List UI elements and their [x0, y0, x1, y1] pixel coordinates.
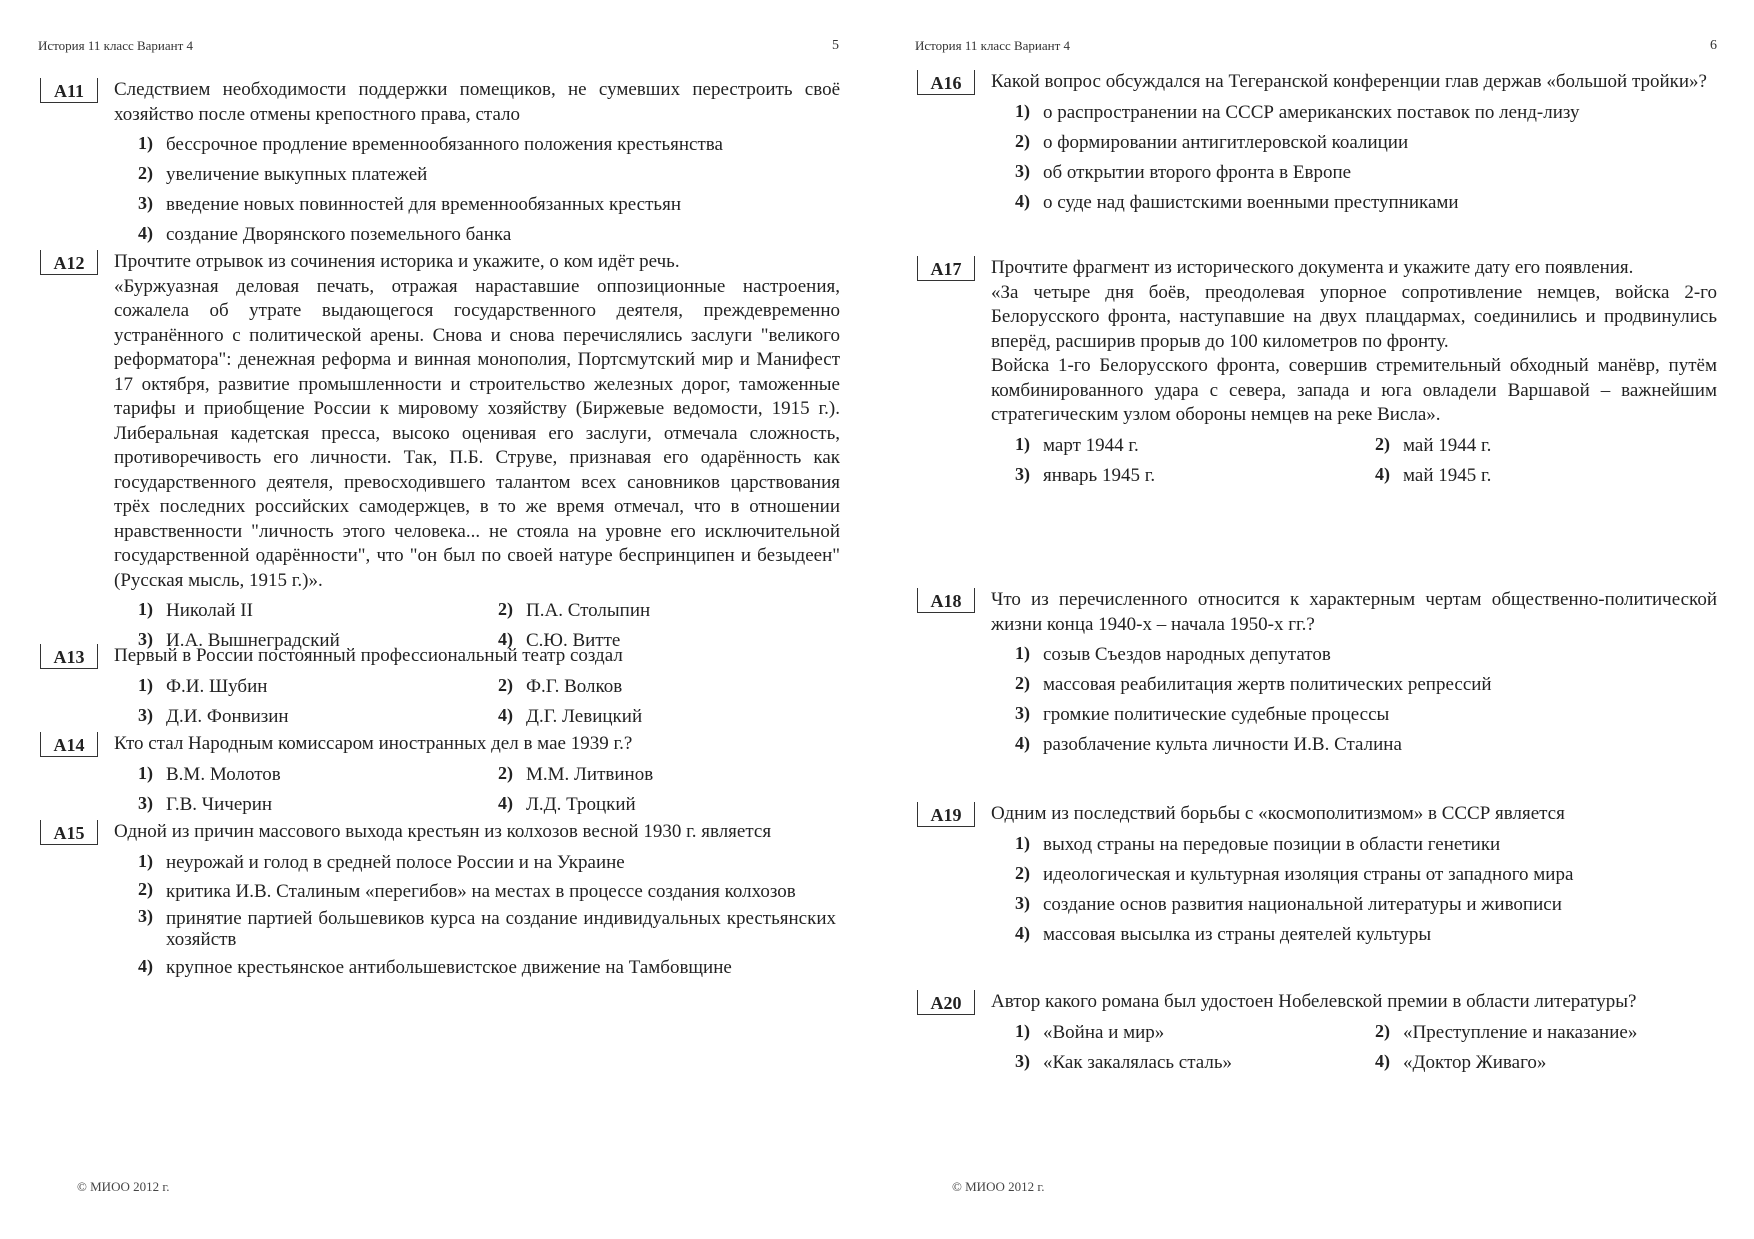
answer-option-4[interactable]: [1015, 191, 1717, 215]
question-number: A17: [917, 256, 975, 281]
option-text: выход страны на передовые позиции в области генетики: [1043, 833, 1501, 855]
question-a11: [40, 78, 840, 253]
question-a15: [40, 820, 840, 986]
question-number: A20: [917, 990, 975, 1015]
option-text: массовая реабилитация жертв политических репрессий: [1043, 674, 1492, 695]
question-text: Первый в России постоянный профессиональный театр создал: [114, 645, 623, 666]
answer-option-2[interactable]: [1015, 863, 1717, 887]
option-number: 4): [1015, 190, 1030, 211]
answer-option-4[interactable]: [1015, 923, 1717, 947]
page-number: 6: [1710, 38, 1717, 53]
option-number: 4): [1375, 463, 1390, 484]
question-number: A16: [917, 70, 975, 95]
question-a20: [917, 990, 1717, 1075]
option-number: 4): [138, 955, 153, 976]
option-number: 4): [498, 792, 513, 813]
option-text: о формировании антигитлеровской коалиции: [1043, 131, 1409, 153]
question-text: Что из перечисленного относится к характерным чертам общественно-политической жизни конца 1940-х – начала 1950-х гг.?: [991, 589, 1717, 635]
answer-option-3[interactable]: [1015, 161, 1717, 185]
question-a13: [40, 644, 840, 729]
answer-options: [138, 763, 840, 817]
question-number: A13: [40, 644, 98, 669]
answer-option-1[interactable]: [1015, 833, 1717, 857]
option-text: Николай II: [166, 600, 253, 621]
option-number: 4): [1015, 922, 1030, 943]
option-text: громкие политические судебные процессы: [1043, 704, 1390, 725]
option-text: Л.Д. Троцкий: [526, 793, 636, 815]
source-passage-2: Войска 1-го Белорусского фронта, совершив стремительный обходный манёвр, путём комбинированного удара с севера, запада и юга овладели Варшавой – важнейшим стратегическим узлом обороны немцев на реке Висла».: [991, 355, 1717, 425]
option-text: об открытии второго фронта в Европе: [1043, 161, 1352, 183]
answer-option-3[interactable]: [138, 793, 498, 817]
answer-option-3[interactable]: [1015, 1051, 1375, 1075]
answer-option-2[interactable]: [498, 675, 858, 699]
option-number: 1): [138, 674, 153, 695]
answer-option-1[interactable]: [1015, 643, 1717, 667]
question-text: Прочтите фрагмент из исторического документа и укажите дату его появления.: [991, 257, 1634, 278]
answer-option-2[interactable]: [1015, 131, 1717, 155]
option-number: 1): [138, 133, 153, 153]
answer-option-3[interactable]: [1015, 464, 1375, 488]
option-number: 2): [498, 674, 513, 695]
answer-option-1[interactable]: [138, 133, 840, 157]
question-text: Одной из причин массового выхода крестьян из колхозов весной 1930 г. является: [114, 821, 772, 842]
answer-option-3[interactable]: [1015, 703, 1717, 727]
question-a14: [40, 732, 840, 817]
answer-option-3[interactable]: [138, 193, 840, 217]
right-page: [877, 0, 1754, 1239]
question-number: A15: [40, 820, 98, 845]
answer-options: [1015, 643, 1717, 757]
answer-option-4[interactable]: [1015, 733, 1717, 757]
answer-option-2[interactable]: [1375, 434, 1735, 458]
copyright-footer: © МИОО 2012 г.: [952, 1179, 1045, 1194]
option-number: 2): [1375, 1020, 1390, 1041]
page-number: 5: [832, 38, 839, 53]
answer-option-4[interactable]: [498, 705, 858, 729]
answer-option-3[interactable]: [138, 905, 840, 950]
option-number: 4): [1015, 733, 1030, 753]
option-text: И.А. Вышнеградский: [166, 630, 340, 651]
answer-options: [138, 133, 840, 247]
option-number: 3): [1015, 892, 1030, 913]
option-text: создание основ развития национальной литературы и живописи: [1043, 893, 1562, 915]
answer-option-1[interactable]: [138, 675, 498, 699]
answer-option-2[interactable]: [138, 163, 840, 187]
answer-option-1[interactable]: [1015, 101, 1717, 125]
question-a19: [917, 802, 1717, 953]
answer-option-2[interactable]: [498, 763, 858, 787]
option-number: 1): [138, 599, 153, 619]
copyright-footer: © МИОО 2012 г.: [77, 1179, 170, 1194]
answer-option-3[interactable]: [1015, 893, 1717, 917]
option-number: 2): [1375, 433, 1390, 454]
answer-option-1[interactable]: [138, 763, 498, 787]
option-text: крупное крестьянское антибольшевистское движение на Тамбовщине: [166, 956, 732, 978]
option-number: 2): [1015, 130, 1030, 151]
option-number: 3): [138, 905, 153, 926]
option-number: 4): [498, 629, 513, 649]
option-text: «Доктор Живаго»: [1403, 1051, 1547, 1073]
option-number: 1): [1015, 100, 1030, 121]
option-text: увеличение выкупных платежей: [166, 164, 428, 185]
answer-options: [1015, 1021, 1717, 1075]
option-text: о распространении на СССР американских поставок по ленд-лизу: [1043, 101, 1580, 123]
answer-option-2[interactable]: [498, 599, 858, 623]
question-number: A12: [40, 250, 98, 275]
option-text: В.М. Молотов: [166, 763, 281, 785]
source-passage: «Буржуазная деловая печать, отражая нараставшие оппозиционные настроения, сожалела об утрате выдающегося государственного деятеля, преждевременно устранённого с политической арены. Снова и снова перечислялись заслуги "великого реформатора": денежная реформа и винная монополия, Портсмутский мир и Манифест 17 октября, развитие промышленности и строительство железных дорог, таможенные тарифы и приобщение России к мировому хозяйству (Биржевые ведомости, 1915 г.). Либеральная кадетская пресса, высоко оценивая его заслуги, отмечала сложность, противоречивость его личности. Так, П.Б. Струве, признавая его одарённость как государственного деятеля, превосходившего талантом всех сановников царствования трёх последних российских самодержцев, в то же время отмечал, что в отношении нравственности "личность этого человека... не стояла на уровне его исключительной государственной одарённости", что "он был по своей натуре беспринципен и безыдеен" (Русская мысль, 1915 г.)».: [114, 275, 840, 591]
option-text: принятие партией большевиков курса на создание индивидуальных крестьянских хозяйств: [166, 907, 836, 950]
option-text: созыв Съездов народных депутатов: [1043, 644, 1331, 665]
answer-option-4[interactable]: [1375, 1051, 1735, 1075]
option-text: о суде над фашистскими военными преступниками: [1043, 191, 1459, 213]
option-text: Д.Г. Левицкий: [526, 705, 643, 727]
option-text: «Преступление и наказание»: [1403, 1021, 1638, 1043]
option-text: «Война и мир»: [1043, 1021, 1165, 1043]
option-number: 3): [1015, 1050, 1030, 1071]
answer-option-1[interactable]: [1015, 1021, 1375, 1045]
option-text: С.Ю. Витте: [526, 630, 621, 651]
option-text: идеологическая и культурная изоляция страны от западного мира: [1043, 863, 1574, 885]
option-number: 4): [498, 704, 513, 725]
answer-option-4[interactable]: [498, 793, 858, 817]
question-text: Прочтите отрывок из сочинения историка и укажите, о ком идёт речь.: [114, 251, 680, 272]
option-text: разоблачение культа личности И.В. Сталина: [1043, 734, 1402, 755]
option-number: 1): [1015, 433, 1030, 454]
option-number: 3): [1015, 160, 1030, 181]
question-a17: [917, 256, 1717, 488]
answer-options: [1015, 101, 1717, 215]
option-number: 1): [138, 762, 153, 783]
answer-option-1[interactable]: [138, 851, 840, 875]
answer-option-1[interactable]: [138, 599, 498, 623]
answer-options: [138, 675, 840, 729]
option-number: 2): [498, 762, 513, 783]
option-number: 1): [138, 850, 153, 871]
option-text: М.М. Литвинов: [526, 763, 654, 785]
option-number: 4): [1375, 1050, 1390, 1071]
option-text: «Как закалялась сталь»: [1043, 1051, 1233, 1073]
option-number: 3): [1015, 463, 1030, 484]
option-number: 2): [1015, 862, 1030, 883]
option-text: май 1944 г.: [1403, 434, 1492, 456]
answer-option-4[interactable]: [138, 956, 840, 980]
option-text: Г.В. Чичерин: [166, 793, 273, 815]
option-number: 3): [138, 193, 153, 213]
option-text: май 1945 г.: [1403, 464, 1492, 486]
option-text: бессрочное продление временнообязанного положения крестьянства: [166, 134, 723, 155]
answer-option-4[interactable]: [1375, 464, 1735, 488]
option-number: 2): [138, 163, 153, 183]
option-text: массовая высылка из страны деятелей культуры: [1043, 923, 1432, 945]
option-text: Ф.И. Шубин: [166, 675, 268, 697]
question-text: Какой вопрос обсуждался на Тегеранской конференции глав держав «большой тройки»?: [991, 71, 1707, 92]
option-number: 3): [1015, 703, 1030, 723]
question-number: A11: [40, 78, 98, 103]
option-number: 2): [1015, 673, 1030, 693]
question-text: Одним из последствий борьбы с «космополитизмом» в СССР является: [991, 803, 1565, 824]
header-title: История 11 класс Вариант 4: [915, 38, 1071, 53]
source-passage-1: «За четыре дня боёв, преодолевая упорное сопротивление немцев, войска 2-го Белорусского фронта, наступавшие на двух плацдармах, соединились и продвинулись вперёд, расширив прорыв до 100 километров по фронту.: [991, 281, 1717, 352]
question-text: Следствием необходимости поддержки помещиков, не сумевших перестроить своё хозяйство после отмены крепостного права, стало: [114, 79, 840, 125]
answer-option-2[interactable]: [1375, 1021, 1735, 1045]
answer-option-4[interactable]: [138, 223, 840, 247]
option-number: 4): [138, 223, 153, 243]
answer-options: [138, 851, 840, 980]
answer-option-3[interactable]: [138, 705, 498, 729]
header-title: История 11 класс Вариант 4: [38, 38, 194, 53]
option-text: критика И.В. Сталиным «перегибов» на местах в процессе создания колхозов: [166, 880, 796, 902]
question-a18: [917, 588, 1717, 763]
option-text: введение новых повинностей для временнообязанных крестьян: [166, 194, 681, 215]
option-text: Д.И. Фонвизин: [166, 705, 289, 727]
answer-option-2[interactable]: [138, 878, 840, 902]
option-number: 3): [138, 704, 153, 725]
option-number: 3): [138, 792, 153, 813]
question-a16: [917, 70, 1717, 221]
answer-option-2[interactable]: [1015, 673, 1717, 697]
question-text: Автор какого романа был удостоен Нобелевской премии в области литературы?: [991, 991, 1637, 1012]
option-text: Ф.Г. Волков: [526, 675, 623, 697]
question-text: Кто стал Народным комиссаром иностранных дел в мае 1939 г.?: [114, 733, 633, 754]
option-number: 1): [1015, 643, 1030, 663]
question-a12: [40, 250, 840, 653]
option-text: П.А. Столыпин: [526, 600, 651, 621]
option-number: 2): [498, 599, 513, 619]
answer-options: [1015, 434, 1717, 488]
answer-options: [1015, 833, 1717, 947]
option-text: март 1944 г.: [1043, 434, 1139, 456]
option-number: 3): [138, 629, 153, 649]
question-number: A19: [917, 802, 975, 827]
option-text: неурожай и голод в средней полосе России и на Украине: [166, 851, 625, 873]
answer-option-1[interactable]: [1015, 434, 1375, 458]
option-text: создание Дворянского поземельного банка: [166, 224, 512, 245]
option-number: 1): [1015, 1020, 1030, 1041]
option-text: январь 1945 г.: [1043, 464, 1156, 486]
option-number: 1): [1015, 832, 1030, 853]
question-number: A14: [40, 732, 98, 757]
option-number: 2): [138, 878, 153, 899]
question-number: A18: [917, 588, 975, 613]
